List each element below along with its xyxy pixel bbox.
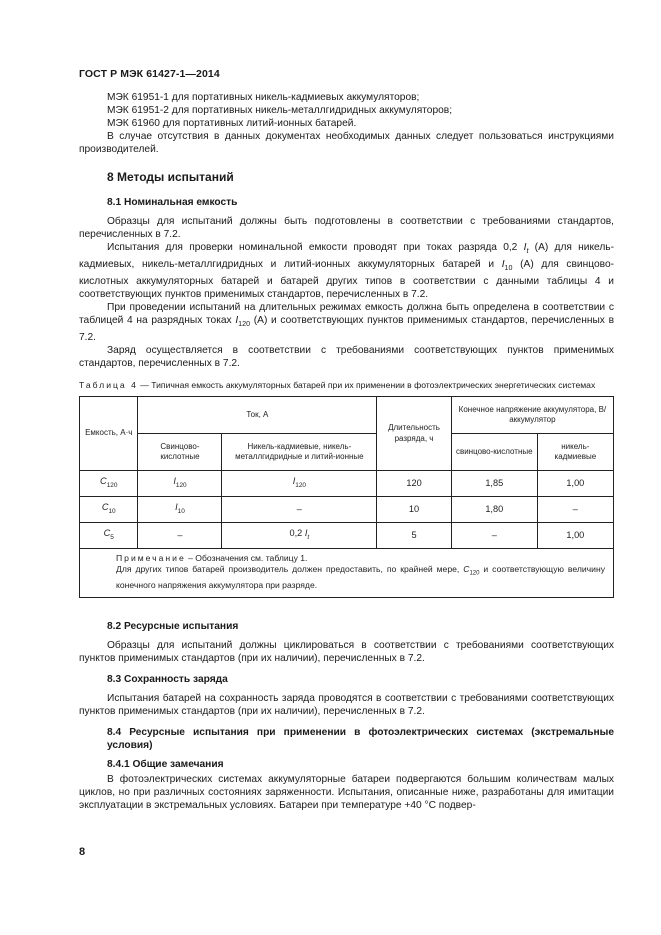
- subsection-title: 8.3 Сохранность заряда: [107, 673, 228, 685]
- cell-lead-current: $I_{120}$: [138, 471, 222, 497]
- header-lead-acid: Свинцово-кислотные: [138, 434, 222, 471]
- table-caption: Таблица 4 — Типичная емкость аккумуляторных батарей при их применении в фотоэлектрических энергетических системах: [79, 380, 596, 391]
- cell-voltage-lead: 1,85: [451, 471, 537, 497]
- cell-nickel-current: –: [222, 497, 377, 523]
- table-row: [80, 497, 614, 523]
- subsection-title: 8.4 Ресурсные испытания при применении в фотоэлектрических системах (экстремальные условия): [107, 726, 614, 751]
- cell-voltage-lead: 1,80: [451, 497, 537, 523]
- table-note: [80, 549, 614, 598]
- paragraph: Испытания для проверки номинальной емкости проводят при токах разряда 0,2 $I_t$ (А) для никель-кадмиевых, никель-металлгидридных и литий-ионных аккумуляторных батарей и $I_{10}$ (А) для свинцово-кислотных аккумуляторных батарей и батарей других типов в соответствии с данными таблицы 4 и соответствующих пунктов применимых стандартов, перечисленных в 7.2.: [79, 242, 615, 301]
- cell-duration: 10: [377, 497, 452, 523]
- note-line: Примечание – Обозначения см. таблицу 1.: [116, 553, 308, 564]
- table-row: [80, 523, 614, 549]
- table-4: [79, 396, 614, 598]
- cell-capacity: $C_{10}$: [80, 497, 138, 523]
- intro-line: МЭК 61960 для портативных литий-ионных батарей.: [107, 118, 357, 129]
- header-nickel-lithium: Никель-кадмиевые, никель-металлгидридные и литий-ионные: [222, 434, 377, 471]
- page-content: [79, 91, 614, 812]
- cell-voltage-nicd: –: [537, 497, 613, 523]
- intro-line: МЭК 61951-2 для портативных никель-металлгидридных аккумуляторов;: [107, 105, 453, 116]
- cell-voltage-nicd: 1,00: [537, 471, 613, 497]
- paragraph: В фотоэлектрических системах аккумуляторные батареи подвергаются большим количествам малых циклов, но при различных состояниях заряженности. Испытания, описанные ниже, разработаны для имитации эксплуатации в экстремальных условиях. Батареи при температуре +40 °С подвер-: [79, 773, 614, 811]
- document-header: ГОСТ Р МЭК 61427-1—2014: [79, 68, 220, 80]
- header-end-voltage: Конечное напряжение аккумулятора, В/аккумулятор: [451, 397, 613, 434]
- paragraph: Испытания батарей на сохранность заряда проводятся в соответствии с требованиями соответствующих пунктов применимых стандартов (при их наличии), перечисленных в 7.2.: [79, 692, 614, 717]
- cell-nickel-current: 0,2 $I_t$: [222, 523, 377, 549]
- subsection-title: 8.1 Номинальная емкость: [107, 197, 238, 208]
- intro-note: В случае отсутствия в данных документах необходимых данных следует пользоваться инструкциями производителей.: [79, 131, 614, 155]
- cell-nickel-current: $I_{120}$: [222, 471, 377, 497]
- section-title: 8 Методы испытаний: [107, 170, 234, 184]
- intro-line: МЭК 61951-1 для портативных никель-кадмиевых аккумуляторов;: [107, 92, 420, 103]
- header-nicd-voltage: никель-кадмиевые: [537, 434, 613, 471]
- paragraph: При проведении испытаний на длительных режимах емкость должна быть определена в соответствии с таблицей 4 на разрядных токах $I_{120}$ (А) и соответствующих пунктов применимых стандартов, перечисленных в 7.2.: [79, 302, 614, 344]
- header-capacity: Емкость, А·ч: [80, 397, 138, 471]
- header-lead-acid-voltage: свинцово-кислотные: [451, 434, 537, 471]
- subsection-title: 8.2 Ресурсные испытания: [107, 620, 239, 632]
- cell-lead-current: $I_{10}$: [138, 497, 222, 523]
- note-line: Для других типов батарей производитель должен предоставить, по крайней мере, $C_{120}$ и соответствующую величину конечного напряжения аккумулятора при разряде.: [116, 564, 605, 590]
- header-current: Ток, А: [138, 397, 377, 434]
- paragraph: Заряд осуществляется в соответствии с требованиями соответствующих пунктов применимых стандартов, перечисленных в 7.2.: [79, 345, 614, 370]
- cell-duration: 120: [377, 471, 452, 497]
- cell-duration: 5: [377, 523, 452, 549]
- paragraph: Образцы для испытаний должны быть подготовлены в соответствии с требованиями стандартов, перечисленных в 7.2.: [79, 216, 614, 240]
- subsection-title: 8.4.1 Общие замечания: [107, 758, 224, 770]
- cell-capacity: $C_{120}$: [80, 471, 138, 497]
- cell-voltage-nicd: 1,00: [537, 523, 613, 549]
- cell-capacity: $C_5$: [80, 523, 138, 549]
- paragraph: Образцы для испытаний должны циклироваться в соответствии с требованиями соответствующих пунктов применимых стандартов (при их наличии), перечисленных в 7.2.: [79, 639, 614, 664]
- page-number: 8: [79, 846, 86, 858]
- cell-lead-current: –: [138, 523, 222, 549]
- header-duration: Длительность разряда, ч: [377, 397, 452, 471]
- table-row: [80, 471, 614, 497]
- cell-voltage-lead: –: [451, 523, 537, 549]
